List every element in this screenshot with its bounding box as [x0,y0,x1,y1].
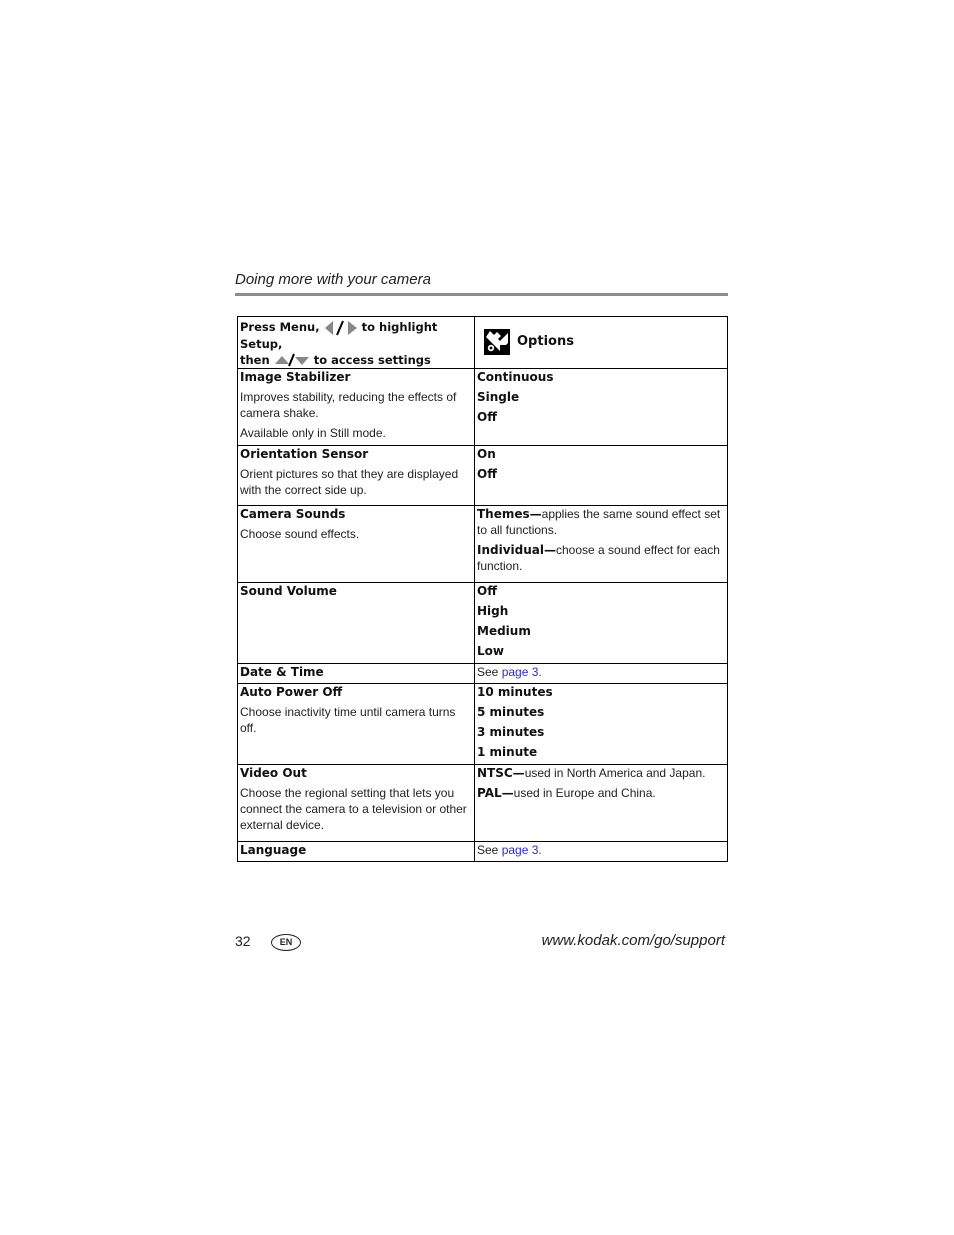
settings-table [237,316,728,862]
up-down-arrows-icon [274,353,310,367]
table-row [238,764,728,841]
options-cell [475,764,728,841]
option-item: High [477,603,509,618]
option-item: Off [477,583,497,598]
options-cell [475,368,728,445]
table-row [238,445,728,505]
table-row [238,841,728,861]
setting-name: Camera Sounds [240,506,346,521]
option-item: Single [477,389,520,404]
page-link[interactable]: page 3 [501,842,539,857]
setting-name: Language [240,842,307,857]
option-item [477,506,725,538]
option-description: choose a sound effect for each function. [477,542,720,573]
option-item: Medium [477,623,531,638]
setting-description: Choose sound effects. [240,526,360,541]
option-description: used in Europe and China. [513,785,656,800]
setting-description: Improves stability, reducing the effects of camera shake. [240,389,457,420]
see-prefix: See [477,842,502,857]
options-cell [475,445,728,505]
instruction-part2: to highlight Setup, [240,320,438,351]
instruction-part4: to access settings [313,352,431,367]
setting-cell [238,841,475,861]
options-header-cell [475,317,728,369]
support-url[interactable]: www.kodak.com/go/support [541,932,725,949]
option-item: Continuous [477,369,554,384]
options-cell [475,582,728,663]
options-cell [475,683,728,764]
option-item: On [477,446,496,461]
option-item: Low [477,643,504,658]
setting-cell [238,663,475,683]
option-term: Themes— [477,506,542,521]
options-cell [475,505,728,582]
running-title: Doing more with your camera [235,271,431,288]
option-term: PAL— [477,785,514,800]
option-item: 10 minutes [477,684,553,699]
option-description: applies the same sound effect set to all functions. [477,506,721,537]
option-item: 5 minutes [477,704,545,719]
see-suffix: . [538,842,542,857]
option-item: Off [477,409,497,424]
table-row [238,368,728,445]
option-term: Individual— [477,542,556,557]
left-right-arrows-icon [324,320,358,336]
setting-name: Sound Volume [240,583,337,598]
setting-description: Available only in Still mode. [240,425,386,440]
instruction-part3: then [240,352,270,367]
setup-wrench-icon [484,329,510,355]
see-prefix: See [477,664,502,679]
option-item: 3 minutes [477,724,545,739]
option-item [477,542,725,574]
option-description: used in North America and Japan. [524,765,706,780]
setting-name: Video Out [240,765,307,780]
table-row [238,582,728,663]
setting-cell [238,764,475,841]
option-item [477,785,725,801]
setting-cell [238,683,475,764]
table-row [238,663,728,683]
language-badge: EN [271,934,301,951]
option-term: NTSC— [477,765,525,780]
see-suffix: . [538,664,542,679]
page-number: 32 [235,933,251,949]
setting-description: Choose the regional setting that lets you connect the camera to a television or other external device. [240,785,467,832]
setting-cell [238,445,475,505]
option-item: Off [477,466,497,481]
table-header-row [238,317,728,369]
table-row [238,505,728,582]
header-rule [235,293,728,296]
options-label: Options [517,334,574,350]
setting-description: Orient pictures so that they are displayed with the correct side up. [240,466,459,497]
setting-description: Choose inactivity time until camera turns off. [240,704,456,735]
setting-name: Image Stabilizer [240,369,351,384]
table-row [238,683,728,764]
options-cell [475,663,728,683]
setting-name: Auto Power Off [240,684,343,699]
setting-cell [238,505,475,582]
option-item [477,765,725,781]
setting-cell [238,368,475,445]
page-link[interactable]: page 3 [501,664,539,679]
instruction-part1: Press Menu, [240,320,320,334]
options-cell [475,841,728,861]
instruction-cell [238,317,475,369]
setting-name: Date & Time [240,664,324,679]
setting-cell [238,582,475,663]
setting-name: Orientation Sensor [240,446,369,461]
option-item: 1 minute [477,744,538,759]
